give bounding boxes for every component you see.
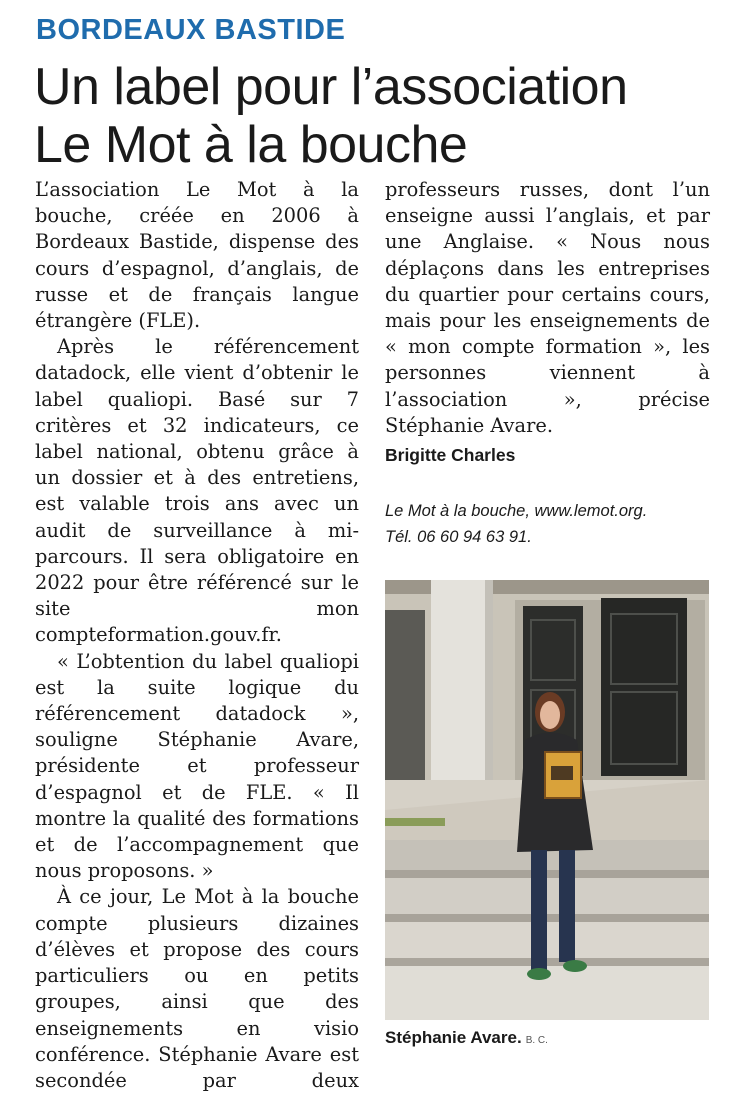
caption-name: Stéphanie Avare. xyxy=(385,1028,522,1047)
headline xyxy=(34,58,734,174)
paragraph-quote: « L’obtention du label qualiopi est la suite logique du référencement datadock », souligne Stéphanie Avare, présidente et professeur d’espagnol et de FLE. « Il montre la qualité des formations et de l’accompagnement que nous proposons. » xyxy=(35,649,359,883)
author-byline: Brigitte Charles xyxy=(385,445,516,465)
paragraph-teachers: professeurs russes, dont l’un enseigne aussi l’anglais, et par une Anglaise. « Nous nous déplaçons dans les entreprises du quartier pour certains cours, mais pour les enseignements de « mon compte formation », les personnes viennent à l’association », précise Stéphanie Avare. xyxy=(385,178,710,437)
headline-line-1: Un label pour l’association xyxy=(34,58,628,116)
photo-illustration xyxy=(385,580,709,1020)
paragraph-intro: L’association Le Mot à la bouche, créée en 2006 à Bordeaux Bastide, dispense des cours d’espagnol, d’anglais, de russe et de français langue étrangère (FLE). xyxy=(35,178,359,333)
headline-line-2: Le Mot à la bouche xyxy=(34,116,468,174)
article-photo xyxy=(385,580,709,1020)
contact-website: Le Mot à la bouche, www.lemot.org. xyxy=(385,502,648,520)
article-column-1 xyxy=(35,177,359,1094)
contact-info xyxy=(385,498,715,550)
section-kicker: BORDEAUX BASTIDE xyxy=(36,14,346,46)
contact-phone: Tél. 06 60 94 63 91. xyxy=(385,528,532,546)
photo-caption xyxy=(385,1028,548,1048)
paragraph-students: À ce jour, Le Mot à la bouche compte plusieurs dizaines d’élèves et propose des cours particuliers ou en petits groupes, ainsi que des enseignements en visio conférence. Stéphanie Avare est secondée par deux xyxy=(35,885,359,1092)
paragraph-label: Après le référencement datadock, elle vient d’obtenir le label qualiopi. Basé sur 7 critères et 32 indicateurs, ce label national, obtenu grâce à un dossier et à des entretiens, est valable trois ans avec un audit de surveillance à mi-parcours. Il sera obligatoire en 2022 pour être référencé sur le site mon compteformation.gouv.fr. xyxy=(35,335,359,647)
caption-credit: B. C. xyxy=(525,1035,548,1046)
article-column-2 xyxy=(385,177,710,439)
